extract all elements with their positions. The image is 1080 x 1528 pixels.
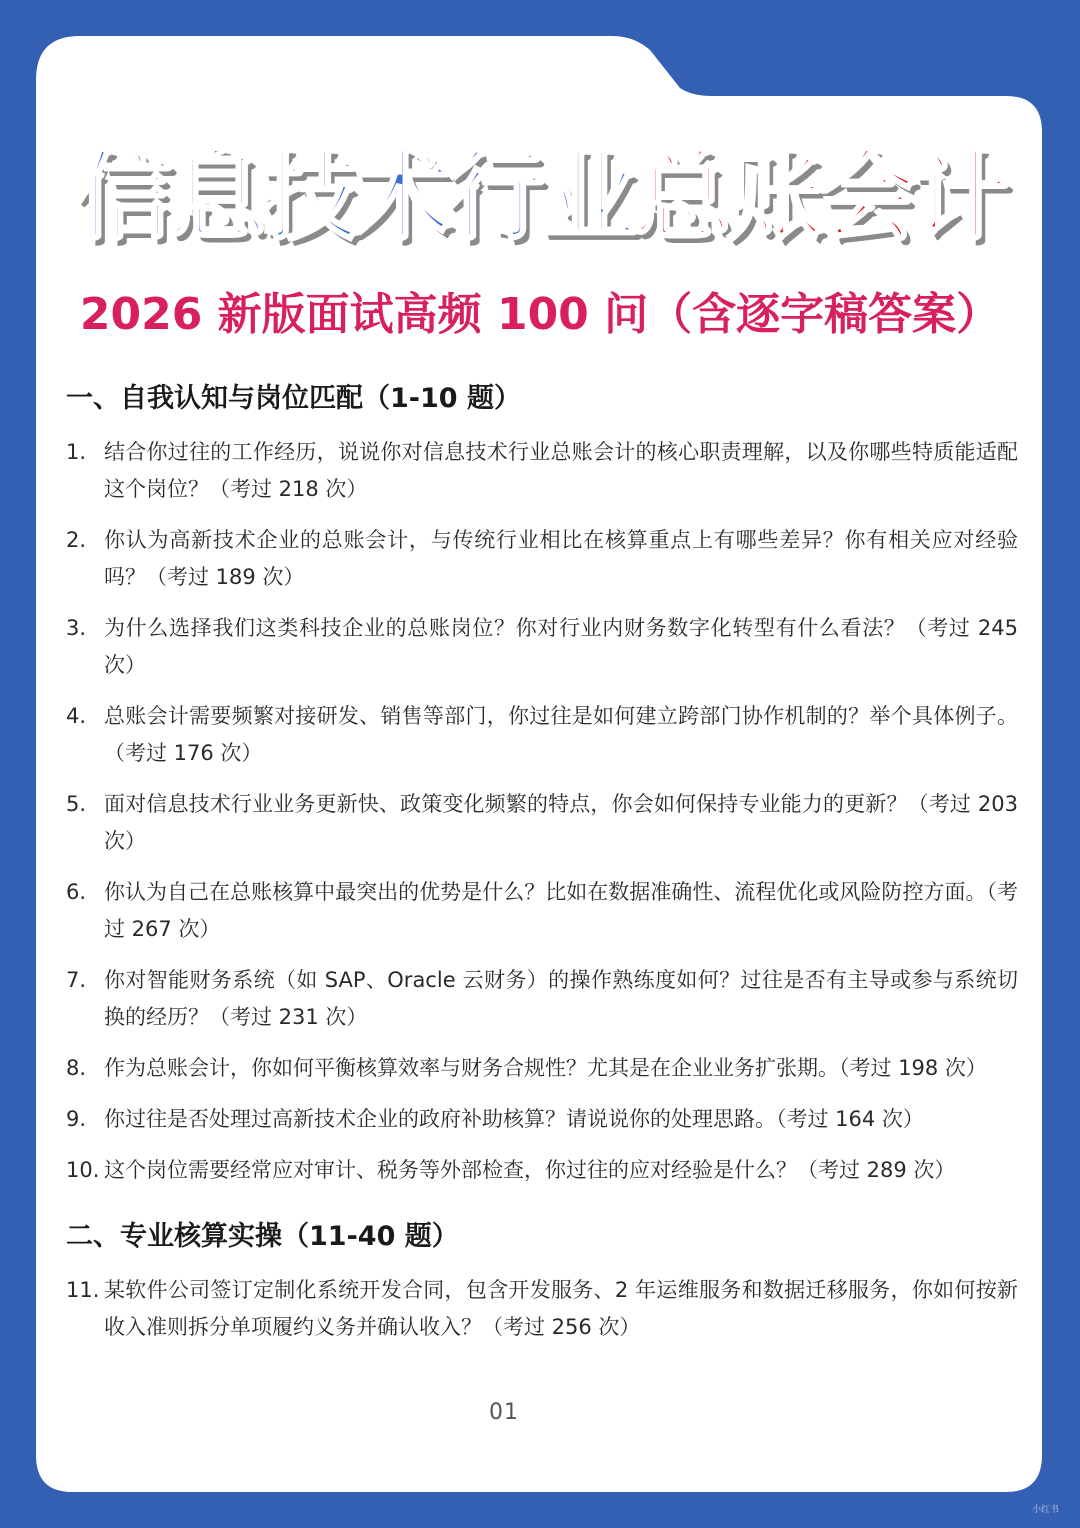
question-text: 面对信息技术行业业务更新快、政策变化频繁的特点，你会如何保持专业能力的更新？（考过 203 次） xyxy=(104,792,1018,853)
question-text: 总账会计需要频繁对接研发、销售等部门，你过往是如何建立跨部门协作机制的？举个具体例子。（考过 176 次） xyxy=(104,704,1018,765)
question-list-2 xyxy=(66,1272,1018,1360)
question-item xyxy=(66,522,1018,596)
question-item xyxy=(66,1152,1018,1189)
question-text: 这个岗位需要经常应对审计、税务等外部检查，你过往的应对经验是什么？（考过 289 次） xyxy=(104,1158,956,1182)
question-number: 5. xyxy=(66,792,87,816)
page-title xyxy=(0,118,1080,259)
question-item xyxy=(66,434,1018,508)
question-item xyxy=(66,962,1018,1036)
question-number: 1. xyxy=(66,440,87,464)
question-text: 你认为高新技术企业的总账会计，与传统行业相比在核算重点上有哪些差异？你有相关应对经验吗？（考过 189 次） xyxy=(104,528,1018,589)
question-number: 11. xyxy=(66,1278,100,1302)
question-text: 你过往是否处理过高新技术企业的政府补助核算？请说说你的处理思路。（考过 164 次） xyxy=(104,1107,924,1131)
question-number: 10. xyxy=(66,1158,100,1182)
question-item xyxy=(66,786,1018,860)
watermark: 小红书 xyxy=(1032,1505,1060,1515)
title-blue-part: 信息技术行业 xyxy=(74,140,633,254)
question-text: 某软件公司签订定制化系统开发合同，包含开发服务、2 年运维服务和数据迁移服务，你如何按新收入准则拆分单项履约义务并确认收入？（考过 256 次） xyxy=(104,1278,1018,1339)
question-item xyxy=(66,1050,1018,1087)
question-number: 6. xyxy=(66,880,87,904)
question-item xyxy=(66,698,1018,772)
question-text: 你认为自己在总账核算中最突出的优势是什么？比如在数据准确性、流程优化或风险防控方面。（考过 267 次） xyxy=(104,880,1018,941)
page-number: 01 xyxy=(489,1400,519,1425)
question-number: 3. xyxy=(66,616,87,640)
question-number: 8. xyxy=(66,1056,87,1080)
title-red-part: 总账会计 xyxy=(633,140,1006,254)
section-heading-1: 一、自我认知与岗位匹配（1-10 题） xyxy=(66,383,521,414)
question-list-1 xyxy=(66,434,1018,1203)
question-text: 结合你过往的工作经历，说说你对信息技术行业总账会计的核心职责理解，以及你哪些特质能适配这个岗位？（考过 218 次） xyxy=(104,440,1018,501)
question-text: 为什么选择我们这类科技企业的总账岗位？你对行业内财务数字化转型有什么看法？（考过 245 次） xyxy=(104,616,1018,677)
question-number: 9. xyxy=(66,1107,87,1131)
question-text: 你对智能财务系统（如 SAP、Oracle 云财务）的操作熟练度如何？过往是否有主导或参与系统切换的经历？（考过 231 次） xyxy=(104,968,1018,1029)
question-item xyxy=(66,1272,1018,1346)
section-heading-2: 二、专业核算实操（11-40 题） xyxy=(66,1221,459,1252)
question-item xyxy=(66,610,1018,684)
question-item xyxy=(66,874,1018,948)
question-number: 7. xyxy=(66,968,87,992)
question-text: 作为总账会计，你如何平衡核算效率与财务合规性？尤其是在企业业务扩张期。（考过 198 次） xyxy=(104,1056,987,1080)
subtitle: 2026 新版面试高频 100 问（含逐字稿答案） xyxy=(79,289,1001,340)
question-item xyxy=(66,1101,1018,1138)
question-number: 4. xyxy=(66,704,87,728)
question-number: 2. xyxy=(66,528,87,552)
